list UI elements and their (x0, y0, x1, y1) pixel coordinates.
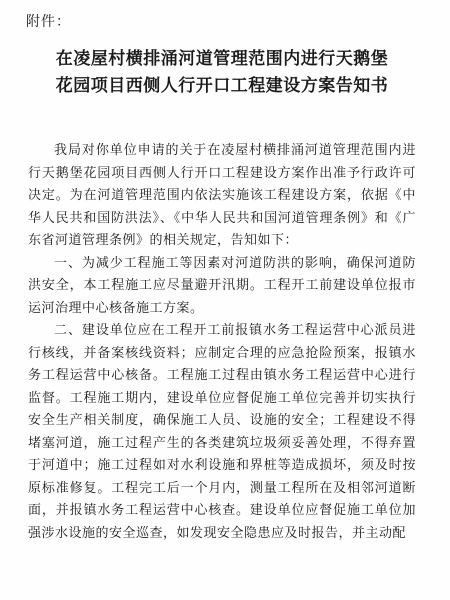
document-title (28, 46, 416, 100)
clause-2-paragraph: 二、建设单位应在工程开工前报镇水务工程运营中心派员进行核线，并备案核线资料；应制定合理的应急抢险预案，报镇水务工程运营中心核备。工程施工过程由镇水务工程运营中心进行监督。工程施工期内，建设单位应督促施工单位完善并切实执行安全生产相关制度，确保施工人员、设施的安全；工程建设不得堵塞河道，施工过程产生的各类建筑垃圾须妥善处理，不得弃置于河道中；施工过程如对水利设施和界桩等造成损坏，须及时按原标准修复。工程完工后一个月内，测量工程所在及相邻河道断面，并报镇水务工程运营中心核查。建设单位应督促施工单位加强涉水设施的安全巡查，如发现安全隐患应及时报告，并主动配 (28, 323, 416, 541)
clause-1-paragraph: 一、为减少工程施工等因素对河道防洪的影响，确保河道防洪安全，本工程施工应尽量避开汛期。工程开工前建设单位报市运河治理中心核备施工方案。 (28, 255, 416, 316)
title-line-1: 在凌屋村横排涌河道管理范围内进行天鹅堡 (55, 49, 389, 69)
title-line-2: 花园项目西侧人行开口工程建设方案告知书 (55, 76, 389, 96)
attachment-label: 附件： (26, 14, 71, 30)
document-body (28, 140, 416, 545)
intro-paragraph: 我局对你单位申请的关于在凌屋村横排涌河道管理范围内进行天鹅堡花园项目西侧人行开口工程建设方案作出准予行政许可决定。为在河道管理范围内依法实施该工程建设方案，依据《中华人民共和国防洪法》、《中华人民共和国河道管理条例》和《广东省河道管理条例》的相关规定，告知如下： (28, 143, 416, 248)
